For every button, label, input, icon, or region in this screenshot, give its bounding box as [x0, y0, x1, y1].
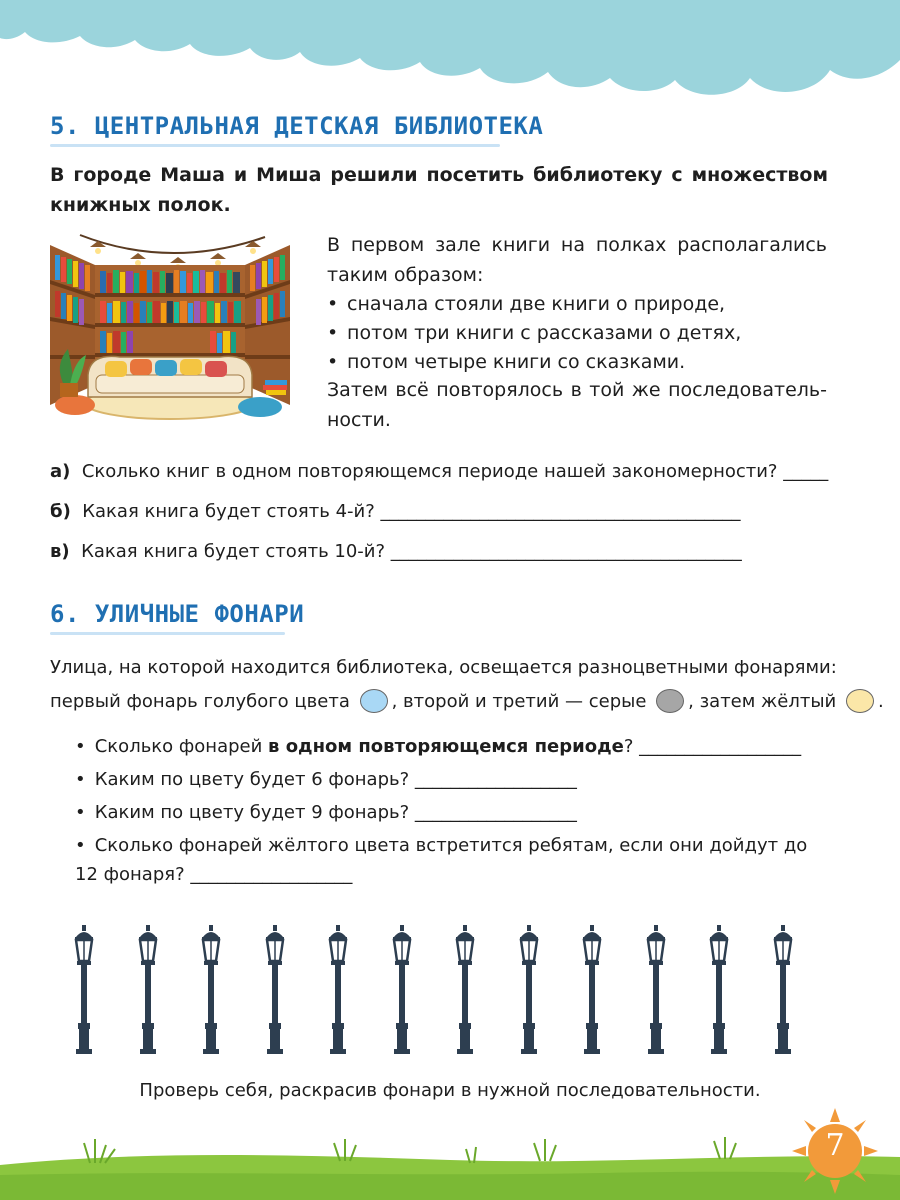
- bullet-text: потом три книги с рассказами о детях,: [347, 322, 742, 344]
- street-lamp-icon[interactable]: [451, 925, 479, 1055]
- list-item: • Каким по цвету будет 9 фонарь? __________________: [75, 802, 577, 823]
- question-text: Какая книга будет стоять 4-й? ________________________________________: [82, 501, 741, 522]
- footer-instruction: Проверь себя, раскрасив фонари в нужной последовательности.: [139, 1080, 761, 1101]
- question-b: [50, 498, 741, 526]
- bullet-text: потом четыре книги со сказками.: [347, 351, 686, 373]
- line2-part: , второй и третий — серые: [391, 691, 647, 712]
- street-lamp-icon[interactable]: [197, 925, 225, 1055]
- sky-clouds-decoration: [0, 0, 900, 110]
- section6-title: 6. УЛИЧНЫЕ ФОНАРИ: [50, 600, 305, 628]
- library-illustration: [50, 225, 290, 425]
- street-lamp-icon[interactable]: [388, 925, 416, 1055]
- street-lamp-icon[interactable]: [70, 925, 98, 1055]
- street-lamp-icon[interactable]: [578, 925, 606, 1055]
- line2-part: первый фонарь голубого цвета: [50, 691, 350, 712]
- street-lamp-icon[interactable]: [705, 925, 733, 1055]
- street-lamp-icon[interactable]: [324, 925, 352, 1055]
- grass-decoration: [0, 1115, 900, 1200]
- question-label: а): [50, 461, 71, 482]
- line2-part: .: [878, 691, 884, 712]
- question-a: [50, 458, 828, 486]
- question-text: ? __________________: [623, 736, 802, 757]
- street-lamp-icon[interactable]: [515, 925, 543, 1055]
- question-label: в): [50, 541, 70, 562]
- street-lamp-icon[interactable]: [769, 925, 797, 1055]
- question-text-bold: в одном повторяющемся периоде: [268, 736, 624, 757]
- question-text: Какая книга будет стоять 10-й? _______________________________________: [81, 541, 742, 562]
- list-item: • Сколько фонарей жёлтого цвета встретится ребятам, если они дойдут до: [75, 835, 808, 856]
- line2-part: , затем жёлтый: [688, 691, 837, 712]
- section5-title: 5. ЦЕНТРАЛЬНАЯ ДЕТСКАЯ БИБЛИОТЕКА: [50, 112, 544, 140]
- street-lamp-icon[interactable]: [642, 925, 670, 1055]
- question-text: Сколько книг в одном повторяющемся периоде нашей закономерности? _____: [81, 461, 829, 482]
- list-item: • Сколько фонарей в одном повторяющемся периоде? __________________: [75, 736, 802, 757]
- question-label: б): [50, 501, 71, 522]
- question-text: Каким по цвету будет 6 фонарь? __________________: [94, 769, 577, 790]
- bullet-text: сначала стояли две книги о природе,: [347, 293, 726, 315]
- question-text: Сколько фонарей: [94, 736, 269, 757]
- section6-line2: [50, 688, 884, 716]
- question-text: 12 фонаря? __________________: [75, 864, 353, 885]
- section5-text-after: Затем всё повторялось в той же последователь-ности.: [327, 379, 827, 431]
- section5-intro: В городе Маша и Миша решили посетить библиотеку с множеством книжных полок.: [50, 164, 828, 216]
- list-item: • потом четыре книги со сказками.: [327, 351, 686, 373]
- question-text: Сколько фонарей жёлтого цвета встретится ребятам, если они дойдут до: [94, 835, 808, 856]
- page-number: 7: [825, 1128, 845, 1163]
- street-lamp-icon[interactable]: [134, 925, 162, 1055]
- yellow-lamp-swatch: [846, 689, 874, 713]
- section6-questions: [75, 732, 835, 889]
- section6-title-underline: [50, 632, 285, 635]
- section6-line1: Улица, на которой находится библиотека, освещается разноцветными фонарями:: [50, 657, 837, 678]
- street-lamp-icon[interactable]: [261, 925, 289, 1055]
- list-item-continuation: [75, 860, 835, 889]
- list-item: • Каким по цвету будет 6 фонарь? __________________: [75, 769, 577, 790]
- section5-bullet-list: [327, 290, 827, 377]
- blue-lamp-swatch: [360, 689, 388, 713]
- section5-text-intro: В первом зале книги на полках располагались таким образом:: [327, 234, 827, 286]
- section5-title-underline: [50, 144, 500, 147]
- question-text: Каким по цвету будет 9 фонарь? __________________: [94, 802, 577, 823]
- street-lamps-row: [70, 925, 830, 1060]
- list-item: • сначала стояли две книги о природе,: [327, 293, 726, 315]
- list-item: • потом три книги с рассказами о детях,: [327, 322, 742, 344]
- question-c: [50, 538, 742, 566]
- gray-lamp-swatch: [656, 689, 684, 713]
